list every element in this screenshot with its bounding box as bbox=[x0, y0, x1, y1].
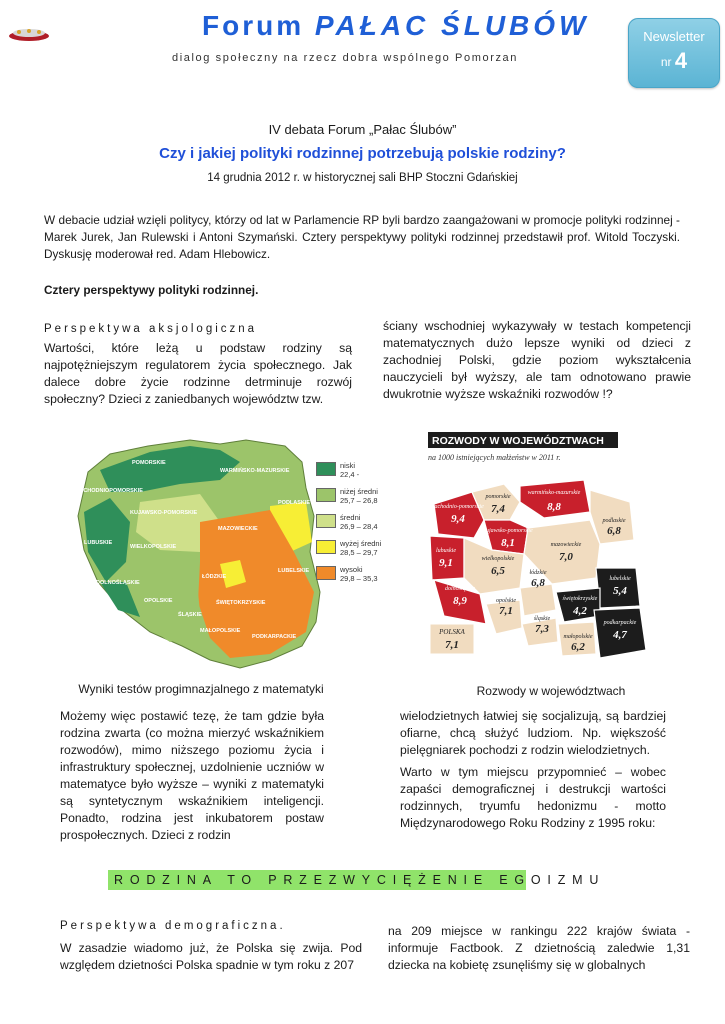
label-zachodniopomorskie: ZACHODNIOPOMORSKIE bbox=[76, 488, 143, 494]
name-zachodniopomorskie: zachodnio-pomorskie bbox=[432, 504, 484, 510]
value-malopolskie: 6,2 bbox=[571, 641, 585, 653]
brand-title bbox=[202, 10, 589, 42]
newsletter-badge bbox=[628, 18, 720, 88]
badge-number: 4 bbox=[674, 48, 688, 73]
math-map-caption: Wyniki testów progimnazjalnego z matematyki bbox=[78, 682, 324, 696]
name-kujawsko-pomorskie: kujawsko-pomorskie bbox=[483, 528, 533, 534]
perspectives-subhead: Cztery perspektywy polityki rodzinnej. bbox=[44, 283, 259, 297]
value-slaskie: 7,3 bbox=[535, 623, 549, 635]
label-opolskie: OPOLSKIE bbox=[144, 598, 173, 604]
article-dateline: 14 grudnia 2012 r. w historycznej sali BHP Stoczni Gdańskiej bbox=[207, 172, 518, 184]
brand-title-italic: PAŁAC ŚLUBÓW bbox=[314, 10, 590, 41]
section2-left-column: Możemy więc postawić tezę, że tam gdzie była rodzina zwarta (co można mierzyć wskaźnikiem rozwodów), mimo niższego poziomu życia i infrastruktury społecznej, uzdolnienie uczniów w matematyce było wyższe – wyniki z matematyki są syntetycznym wskaźnikiem inteligencji. Ponadto, rodzina jest inkubatorem postaw prospołecznych. Dzieci z rodzin bbox=[60, 709, 324, 842]
value-mazowieckie: 7,0 bbox=[559, 551, 573, 563]
legend-text: niski 22,4 - bbox=[340, 461, 360, 479]
name-podlaskie: podlaskie bbox=[602, 518, 626, 524]
value-kujawsko-pomorskie: 8,1 bbox=[501, 537, 515, 549]
label-malopolskie: MAŁOPOLSKIE bbox=[200, 628, 241, 634]
value-zachodniopomorskie: 9,4 bbox=[451, 513, 465, 525]
value-lodzkie: 6,8 bbox=[531, 577, 545, 589]
legend-text: niżej średni 25,7 – 26,8 bbox=[340, 487, 378, 505]
name-slaskie: śląskie bbox=[533, 616, 551, 622]
name-lubuskie: lubuskie bbox=[436, 548, 456, 554]
label-kujawsko-pomorskie: KUJAWSKO-POMORSKIE bbox=[130, 510, 198, 516]
name-lubelskie: lubelskie bbox=[609, 576, 631, 582]
section3-left-column: W zasadzie wiadomo już, że Polska się zwija. Pod względem dzietności Polska spadnie w tym roku z 207 bbox=[60, 941, 362, 972]
value-lubelskie: 5,4 bbox=[613, 585, 627, 597]
value-opolskie: 7,1 bbox=[499, 605, 513, 617]
divorce-map-title: ROZWODY W WOJEWÓDZTWACH bbox=[432, 435, 604, 447]
legend-text: wysoki 29,8 – 35,3 bbox=[340, 565, 378, 583]
label-dolnoslaskie: DOLNOŚLĄSKIE bbox=[96, 580, 140, 586]
name-warminsko-mazurskie: warmińsko-mazurskie bbox=[527, 490, 581, 496]
badge-prefix: nr bbox=[660, 55, 672, 69]
section2-right-paragraph-2: Warto w tym miejscu przypomnieć – wobec zapaści demograficznej i destrukcji wartości rodzinnych, tryumfu hedonizmu - motto Międzynarodowego Roku Rodziny z 1995 roku: bbox=[400, 765, 666, 830]
label-warminsko-mazurskie: WARMIŃSKO-MAZURSKIE bbox=[220, 468, 290, 474]
name-mazowieckie: mazowieckie bbox=[550, 542, 582, 548]
polska-name: POLSKA bbox=[439, 628, 465, 636]
intro-paragraph: W debacie udział wzięli politycy, którzy od lat w Parlamencie RP byli bardzo zaangażowani w promocje polityki rodzinnej - Marek Jurek, Jan Rulewski i Antoni Szymański. Cztery perspektywy polityki rodzinnej przedstawił prof. Witold Toczyski. Dyskusję moderował red. Adam Hlebowicz. bbox=[44, 213, 680, 261]
value-swietokrzyskie: 4,2 bbox=[573, 605, 587, 617]
name-pomorskie: pomorskie bbox=[485, 494, 511, 500]
label-pomorskie: POMORSKIE bbox=[132, 460, 166, 466]
value-podlaskie: 6,8 bbox=[607, 525, 621, 537]
label-mazowieckie: MAZOWIECKIE bbox=[218, 526, 258, 532]
badge-label: Newsletter bbox=[643, 29, 705, 44]
label-podkarpackie: PODKARPACKIE bbox=[252, 634, 297, 640]
section1-left-column: Wartości, które leżą u podstaw rodziny są najpotężniejszym regulatorem życia społecznego. Jak dalece dobre życie rodzinne detrminuje rozwój społeczny? Dzieci z zaniedbanych województw tzw. bbox=[44, 341, 352, 406]
legend-swatch bbox=[316, 514, 336, 528]
legend-swatch bbox=[316, 462, 336, 476]
name-malopolskie: małopolskie bbox=[563, 634, 593, 640]
divorce-map bbox=[424, 428, 664, 664]
label-swietokrzyskie: ŚWIĘTOKRZYSKIE bbox=[216, 600, 266, 606]
label-podlaskie: PODLASKIE bbox=[278, 500, 311, 506]
value-dolnoslaskie: 8,9 bbox=[453, 595, 467, 607]
article-headline: Czy i jakiej polityki rodzinnej potrzebują polskie rodziny? bbox=[159, 145, 566, 162]
value-pomorskie: 7,4 bbox=[491, 503, 505, 515]
legend-text: średni 26,9 – 28,4 bbox=[340, 513, 378, 531]
label-wielkopolskie: WIELKOPOLSKIE bbox=[130, 544, 177, 550]
value-podkarpackie: 4,7 bbox=[613, 629, 627, 641]
label-slaskie: ŚLĄSKIE bbox=[178, 612, 202, 618]
name-lodzkie: łódzkie bbox=[529, 570, 547, 576]
label-lubelskie: LUBELSKIE bbox=[278, 568, 310, 574]
motto-banner: RODZINA TO PRZEZWYCIĘŻENIE EGOIZMU bbox=[108, 870, 526, 890]
value-lubuskie: 9,1 bbox=[439, 557, 453, 569]
badge-issue bbox=[629, 48, 719, 74]
divorce-map-note: na 1000 istniejących małżeństw w 2011 r. bbox=[428, 453, 561, 462]
divorce-map-caption: Rozwody w województwach bbox=[476, 684, 626, 698]
name-wielkopolskie: wielkopolskie bbox=[481, 556, 515, 562]
legend-swatch bbox=[316, 540, 336, 554]
section2-right-paragraph-1: wielodzietnych łatwiej się socjalizują, są bardziej ofiarne, chcą służyć ludziom. Np. większość pielęgniarek pochodzi z rodzin wielodzietnych. bbox=[400, 709, 666, 757]
polska-value: 7,1 bbox=[445, 639, 459, 651]
article-eyebrow: IV debata Forum „Pałac Ślubów” bbox=[268, 122, 457, 137]
value-warminsko-mazurskie: 8,8 bbox=[547, 501, 561, 513]
section-heading-axiological: Perspektywa aksjologiczna bbox=[44, 323, 258, 335]
name-opolskie: opolskie bbox=[496, 598, 516, 604]
value-wielkopolskie: 6,5 bbox=[491, 565, 505, 577]
forum-logo bbox=[8, 26, 50, 42]
brand-title-plain: Forum bbox=[202, 10, 305, 41]
label-lodzkie: ŁÓDZKIE bbox=[202, 574, 227, 580]
section3-right-column: na 209 miejsce w rankingu 222 krajów świata - informuje Factbook. Z dzietnością zaledwie 1,31 dziecka na kobietę zsunęliśmy się w globalnych bbox=[388, 924, 690, 972]
section1-right-column: ściany wschodniej wykazywały w testach kompetencji matematycznych dużo lepsze wyniki od dzieci z zachodniej Polski, gdzie poziom wykształcenia nauczycieli był wyższy, ale tam odnotowano prawie dwukrotnie wyższe wskaźniki rozwodów !? bbox=[383, 319, 691, 401]
name-swietokrzyskie: świętokrzyskie bbox=[562, 596, 598, 602]
label-lubuskie: LUBUSKIE bbox=[84, 540, 113, 546]
legend-text: wyżej średni 28,5 – 29,7 bbox=[340, 539, 382, 557]
section-heading-demographic: Perspektywa demograficzna. bbox=[60, 920, 286, 932]
section2-right-column bbox=[400, 708, 666, 837]
name-dolnoslaskie: dolnośląskie bbox=[445, 586, 475, 592]
brand-subtitle: dialog społeczny na rzecz dobra wspólnego Pomorzan bbox=[172, 52, 518, 64]
name-podkarpackie: podkarpackie bbox=[603, 620, 637, 626]
legend-swatch bbox=[316, 566, 336, 580]
legend-swatch bbox=[316, 488, 336, 502]
math-map-legend bbox=[70, 432, 382, 672]
